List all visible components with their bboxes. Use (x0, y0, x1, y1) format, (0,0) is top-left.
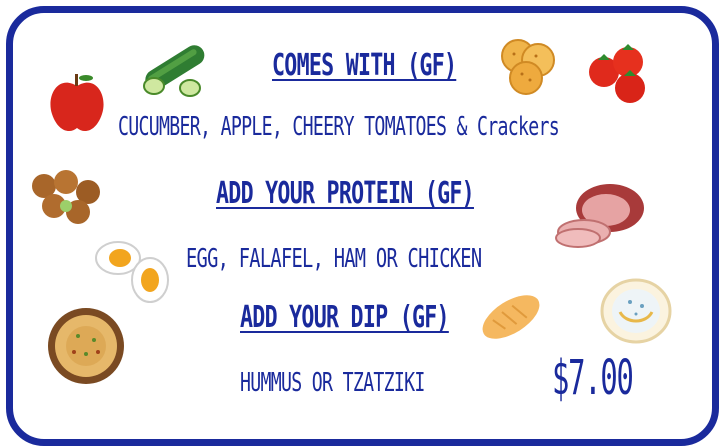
section-items-protein: EGG, FALAFEL, HAM OR CHICKEN (186, 244, 482, 274)
cucumber-icon (134, 38, 218, 98)
section-heading-dip: ADD YOUR DIP (GF) (240, 300, 449, 335)
price-label: $7.00 (552, 350, 633, 406)
section-items-dip: HUMMUS OR TZATZIKI (240, 368, 425, 398)
tzatziki-icon (600, 278, 672, 344)
section-items-comes-with: CUCUMBER, APPLE, CHEERY TOMATOES & Crackers (118, 112, 560, 142)
egg-icon (94, 234, 178, 306)
bread-icon (476, 288, 546, 346)
crackers-icon (496, 34, 562, 98)
tomatoes-icon (584, 40, 652, 106)
hummus-icon (46, 306, 126, 386)
ham-icon (554, 178, 648, 250)
falafel-icon (28, 166, 108, 228)
section-heading-protein: ADD YOUR PROTEIN (GF) (216, 176, 474, 211)
apple-icon (44, 68, 110, 138)
section-heading-comes-with: COMES WITH (GF) (272, 48, 457, 83)
